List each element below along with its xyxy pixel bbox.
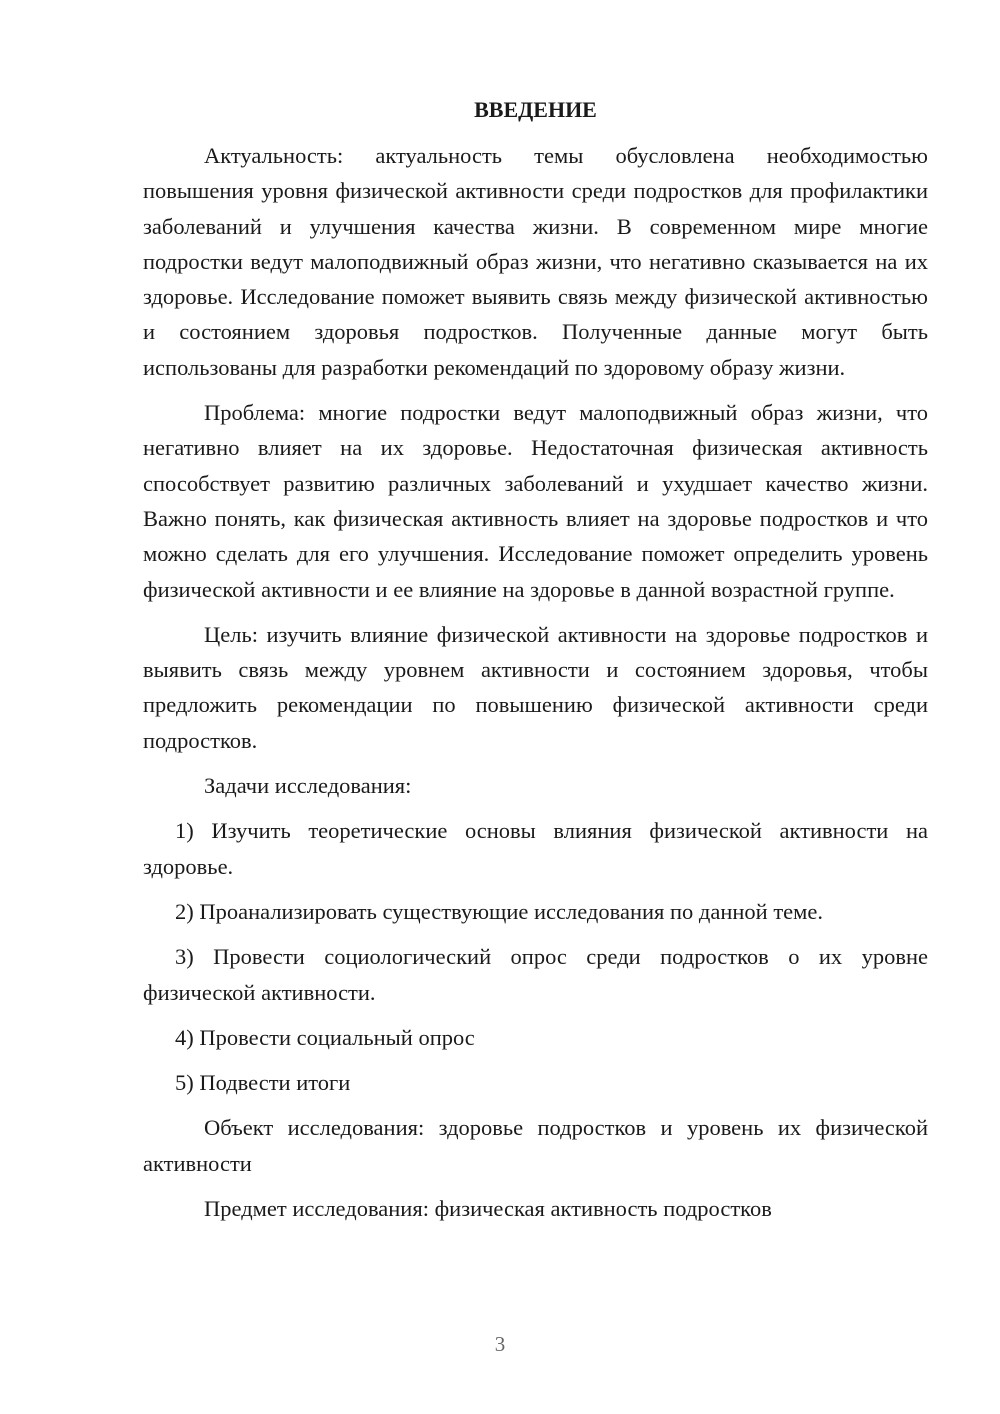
page-number: 3 xyxy=(494,1332,506,1356)
problem-paragraph: Проблема: многие подростки ведут малоподвижный образ жизни, что негативно влияет на их здоровье. Недостаточная физическая активность способствует развитию различных заболеваний и ухудшает качество жизни. Важно понять, как физическая активность влияет на здоровье подростков и что можно сделать для его улучшения. Исследование поможет определить уровень физической активности и ее влияние на здоровье в данной возрастной группе. xyxy=(143,400,928,602)
document-page xyxy=(143,92,928,1236)
goal-paragraph: Цель: изучить влияние физической активности на здоровье подростков и выявить связь между уровнем активности и состоянием здоровья, чтобы предложить рекомендации по повышению физической активности среди подростков. xyxy=(143,621,928,753)
task-item-4: 4) Провести социальный опрос xyxy=(175,1024,475,1050)
task-item-1: 1) Изучить теоретические основы влияния физической активности на здоровье. xyxy=(143,818,928,879)
research-subject-paragraph: Предмет исследования: физическая активность подростков xyxy=(204,1196,772,1222)
relevance-paragraph: Актуальность: актуальность темы обусловлена необходимостью повышения уровня физической активности среди подростков для профилактики заболеваний и улучшения качества жизни. В современном мире многие подростки ведут малоподвижный образ жизни, что негативно сказывается на их здоровье. Исследование поможет выявить связь между физической активностью и состоянием здоровья подростков. Полученные данные могут быть использованы для разработки рекомендаций по здоровому образу жизни. xyxy=(143,143,928,380)
tasks-heading: Задачи исследования: xyxy=(204,773,412,799)
task-item-3: 3) Провести социологический опрос среди подростков о их уровне физической активности. xyxy=(143,944,928,1005)
task-item-2: 2) Проанализировать существующие исследования по данной теме. xyxy=(175,898,824,924)
task-item-5: 5) Подвести итоги xyxy=(175,1070,351,1096)
research-object-paragraph: Объект исследования: здоровье подростков и уровень их физической активности xyxy=(143,1115,928,1176)
section-title: ВВЕДЕНИЕ xyxy=(474,97,597,122)
